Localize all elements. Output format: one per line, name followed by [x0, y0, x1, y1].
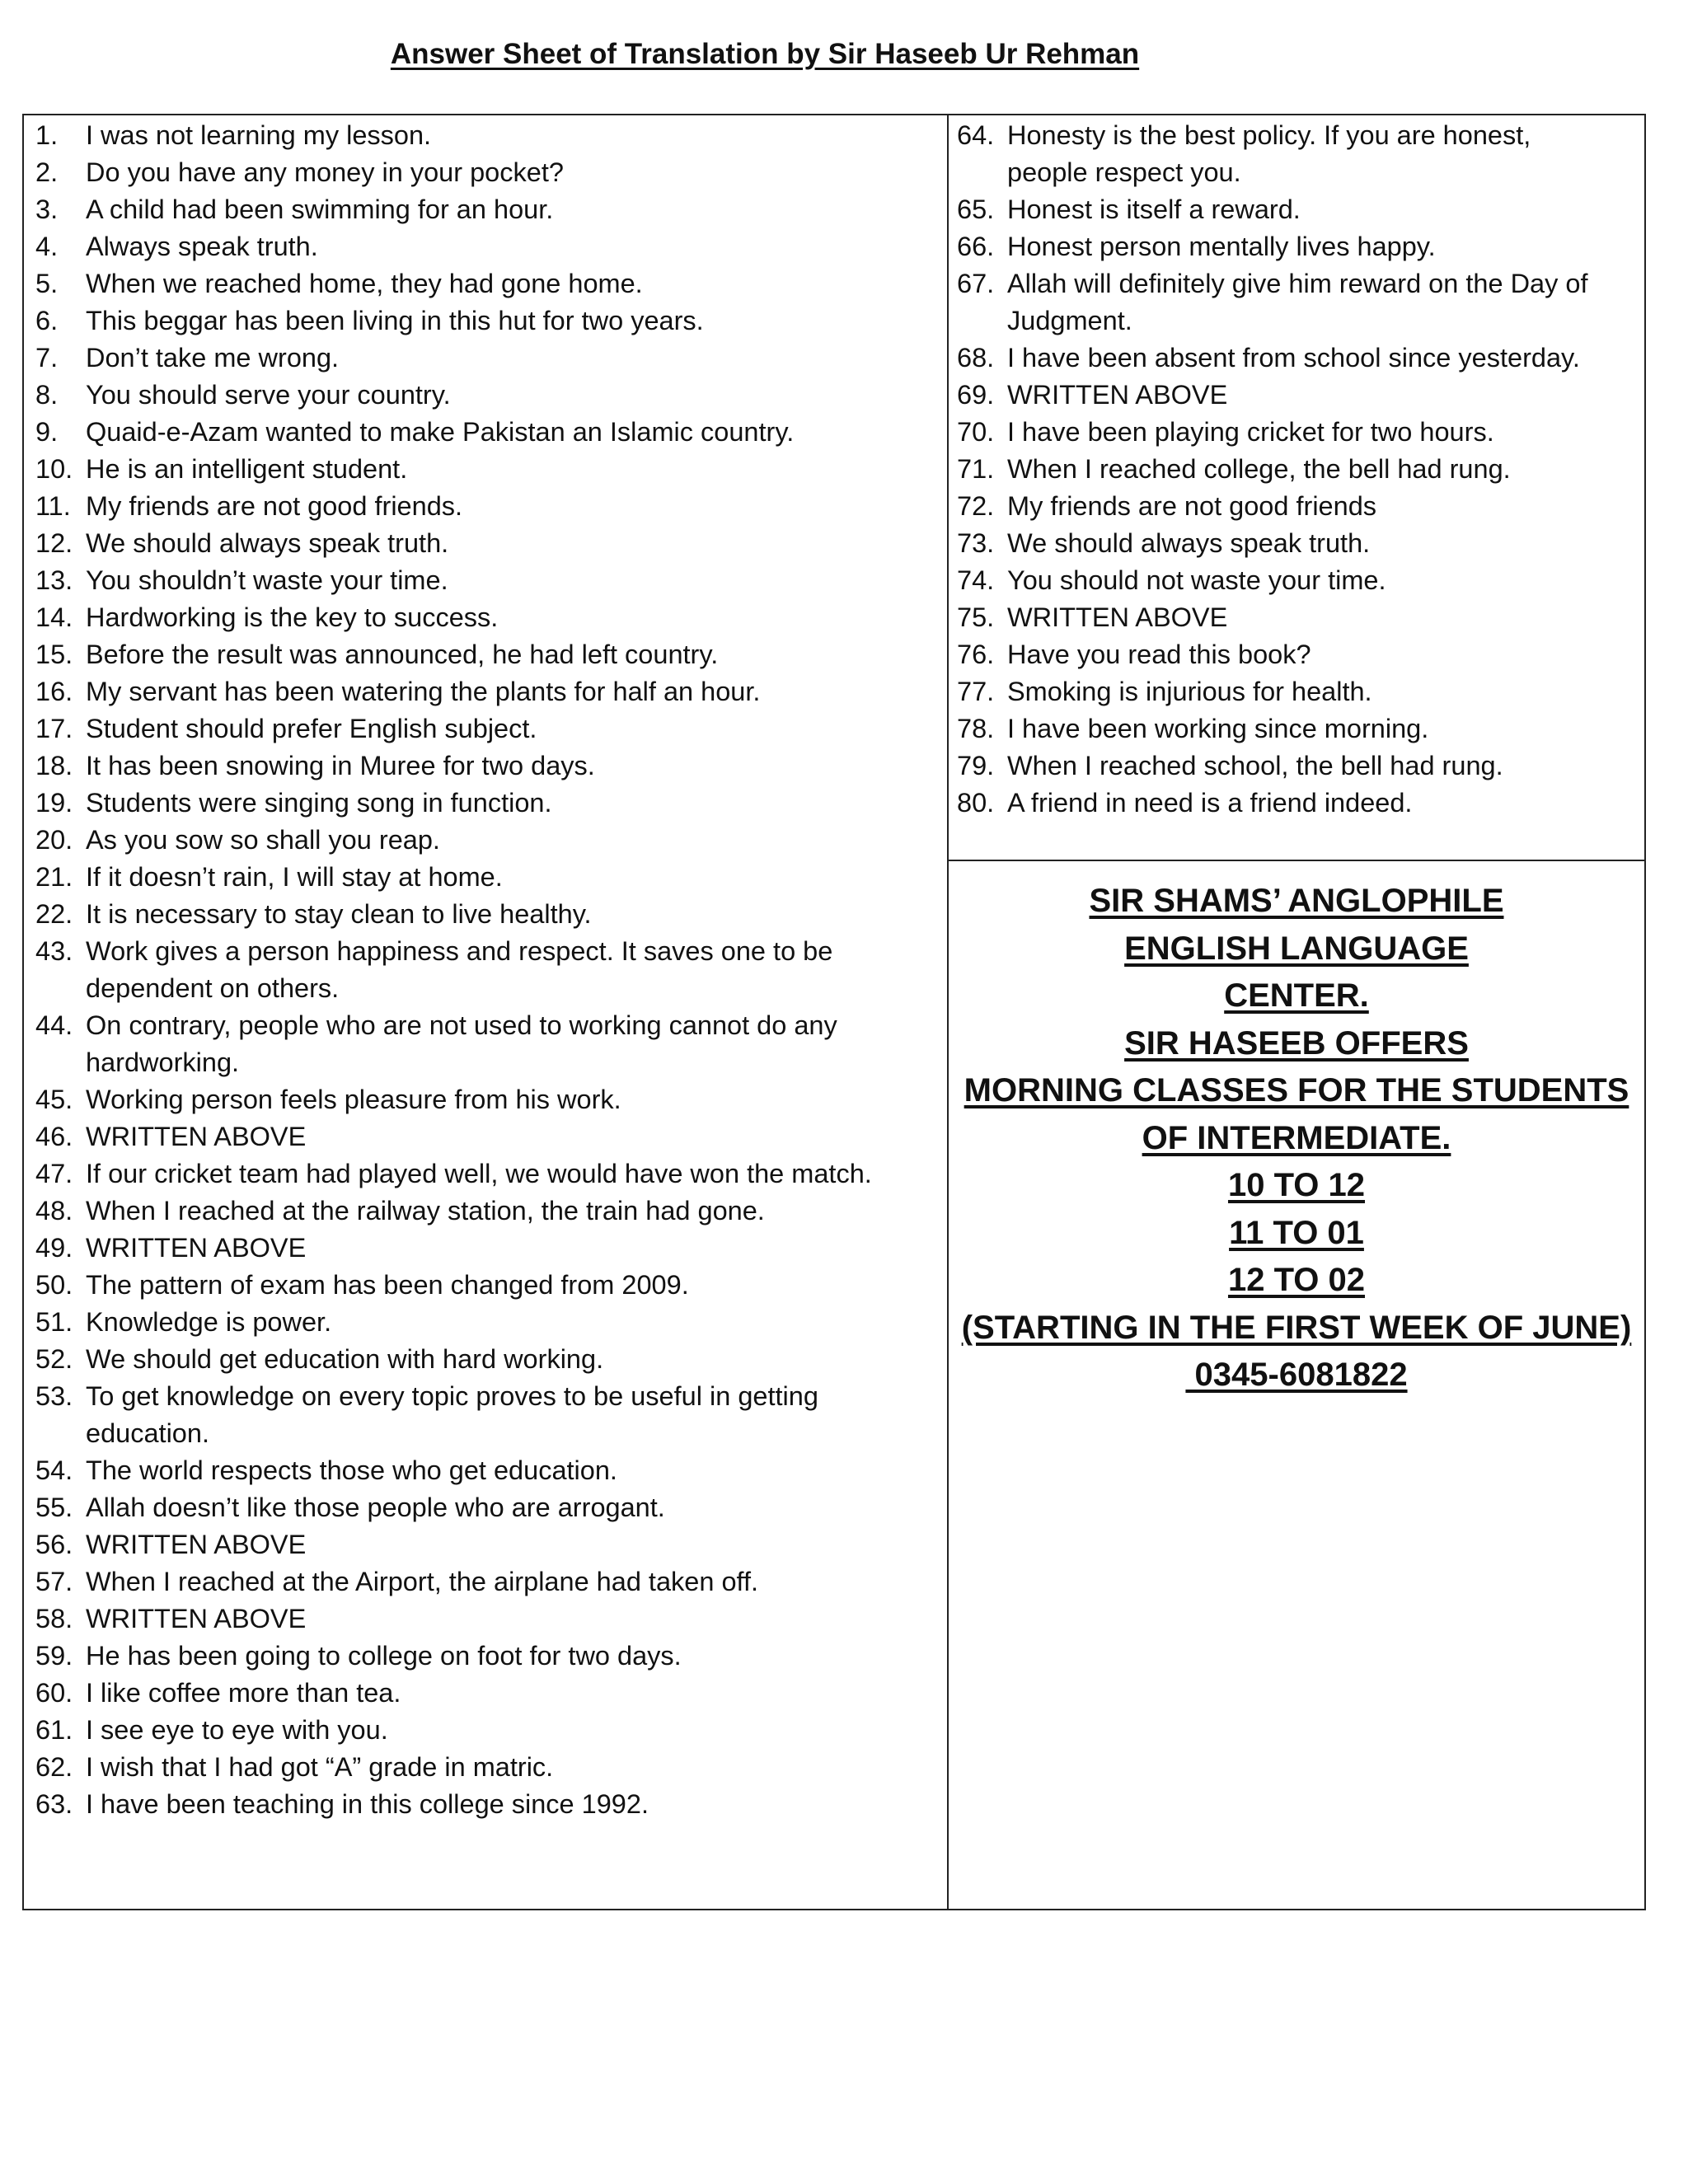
answer-text: It is necessary to stay clean to live healthy. — [86, 899, 592, 929]
answer-item — [35, 1712, 938, 1749]
answer-item — [957, 228, 1641, 265]
answer-number: 53. — [35, 1381, 73, 1411]
answer-item — [35, 748, 938, 785]
answer-item — [35, 1118, 938, 1155]
answer-text: My friends are not good friends. — [86, 491, 463, 521]
answer-text: I was not learning my lesson. — [86, 120, 432, 150]
promo-line: MORNING CLASSES FOR THE STUDENTS — [964, 1072, 1629, 1108]
answer-item — [957, 525, 1641, 562]
answer-item — [35, 562, 938, 599]
answer-text: If it doesn’t rain, I will stay at home. — [86, 862, 503, 892]
answer-item — [35, 154, 938, 191]
answer-text: To get knowledge on every topic proves to be useful in getting education. — [86, 1381, 818, 1448]
answer-text: Allah doesn’t like those people who are arrogant. — [86, 1493, 665, 1522]
answer-item — [35, 710, 938, 748]
answer-number: 79. — [957, 751, 995, 780]
answer-number: 7. — [35, 343, 59, 373]
answer-number: 59. — [35, 1641, 73, 1671]
answer-number: 68. — [957, 343, 995, 373]
answer-item — [35, 636, 938, 673]
answer-text: The world respects those who get education. — [86, 1455, 617, 1485]
answer-text: Honest person mentally lives happy. — [1007, 232, 1436, 261]
promo-line: 11 TO 01 — [1229, 1214, 1364, 1251]
answer-number: 63. — [35, 1789, 73, 1819]
answer-item — [35, 1489, 938, 1526]
answer-item — [957, 785, 1641, 822]
answer-item — [35, 191, 938, 228]
promo-line: SIR HASEEB OFFERS — [1124, 1024, 1469, 1062]
answer-table — [22, 114, 1646, 1910]
answer-text: He has been going to college on foot for two days. — [86, 1641, 682, 1671]
answer-number: 74. — [957, 565, 995, 595]
answer-number: 78. — [957, 714, 995, 743]
answer-item — [35, 1341, 938, 1378]
answer-number: 15. — [35, 640, 73, 669]
answer-number: 18. — [35, 751, 73, 780]
answer-text: When I reached school, the bell had rung. — [1007, 751, 1503, 780]
promo-line: SIR SHAMS’ ANGLOPHILE — [1089, 883, 1504, 919]
answer-item — [957, 414, 1641, 451]
answer-text: When I reached at the railway station, the train had gone. — [86, 1196, 765, 1226]
answer-number: 19. — [35, 788, 73, 818]
answer-item — [35, 265, 938, 302]
answer-number: 73. — [957, 528, 995, 558]
answer-item — [35, 1786, 938, 1823]
answer-text: When we reached home, they had gone home. — [86, 269, 643, 298]
answer-number: 54. — [35, 1455, 73, 1485]
answer-text: Honest is itself a reward. — [1007, 194, 1301, 224]
answer-text: I see eye to eye with you. — [86, 1715, 388, 1745]
answer-item — [957, 673, 1641, 710]
answer-text: WRITTEN ABOVE — [86, 1233, 307, 1263]
answer-item — [957, 636, 1641, 673]
answer-number: 62. — [35, 1752, 73, 1782]
answer-item — [35, 488, 938, 525]
answer-item — [957, 451, 1641, 488]
answer-number: 11. — [35, 491, 71, 521]
answer-number: 49. — [35, 1233, 73, 1263]
answer-text: WRITTEN ABOVE — [1007, 602, 1228, 632]
answer-item — [35, 525, 938, 562]
answer-text: We should always speak truth. — [1007, 528, 1371, 558]
answer-number: 13. — [35, 565, 73, 595]
answer-text: Honesty is the best policy. If you are honest, people respect you. — [1007, 120, 1531, 187]
answer-text: My servant has been watering the plants for half an hour. — [86, 677, 761, 706]
answer-item — [35, 896, 938, 933]
answer-item — [35, 1563, 938, 1601]
answer-item — [35, 1378, 938, 1452]
answer-number: 55. — [35, 1493, 73, 1522]
answer-number: 21. — [35, 862, 73, 892]
answer-number: 4. — [35, 232, 59, 261]
answer-number: 72. — [957, 491, 995, 521]
answer-item — [35, 1601, 938, 1638]
answer-number: 12. — [35, 528, 73, 558]
answer-item — [35, 1638, 938, 1675]
answer-item — [35, 1675, 938, 1712]
answer-number: 16. — [35, 677, 73, 706]
answer-item — [35, 1304, 938, 1341]
answer-item — [957, 599, 1641, 636]
answer-text: WRITTEN ABOVE — [86, 1122, 307, 1151]
answer-text: Knowledge is power. — [86, 1307, 332, 1337]
answer-number: 80. — [957, 788, 995, 818]
promo-line: (STARTING IN THE FIRST WEEK OF JUNE) — [961, 1309, 1632, 1346]
answer-text: Before the result was announced, he had left country. — [86, 640, 719, 669]
answer-item — [35, 1749, 938, 1786]
answer-item — [957, 265, 1641, 340]
answer-item — [35, 673, 938, 710]
answer-text: When I reached at the Airport, the airplane had taken off. — [86, 1567, 759, 1596]
answer-number: 58. — [35, 1604, 73, 1633]
answer-text: Don’t take me wrong. — [86, 343, 340, 373]
answer-text: A friend in need is a friend indeed. — [1007, 788, 1413, 818]
answer-text: Student should prefer English subject. — [86, 714, 537, 743]
answer-number: 56. — [35, 1530, 73, 1559]
answer-item — [35, 117, 938, 154]
answer-number: 14. — [35, 602, 73, 632]
answer-item — [35, 340, 938, 377]
answer-number: 2. — [35, 157, 59, 187]
answer-text: Smoking is injurious for health. — [1007, 677, 1372, 706]
promo-line: OF INTERMEDIATE. — [1142, 1119, 1451, 1156]
answer-number: 44. — [35, 1010, 73, 1040]
answer-number: 76. — [957, 640, 995, 669]
answer-item — [35, 1007, 938, 1081]
answer-text: We should get education with hard working. — [86, 1344, 604, 1374]
promo-line: 10 TO 12 — [1227, 1167, 1366, 1203]
answer-text: If our cricket team had played well, we would have won the match. — [86, 1159, 872, 1188]
answer-text: I have been absent from school since yesterday. — [1007, 343, 1580, 373]
answer-text: You should not waste your time. — [1007, 565, 1386, 595]
answer-item — [35, 377, 938, 414]
answer-number: 47. — [35, 1159, 73, 1188]
answer-text: I have been playing cricket for two hours. — [1007, 417, 1494, 447]
promo-line: ENGLISH LANGUAGE — [1124, 930, 1469, 967]
page-title: Answer Sheet of Translation by Sir Haseeb Ur Rehman — [390, 38, 1140, 70]
answer-item — [35, 1452, 938, 1489]
answer-item — [957, 117, 1641, 191]
answer-item — [957, 488, 1641, 525]
answer-number: 61. — [35, 1715, 73, 1745]
answer-number: 9. — [35, 417, 59, 447]
answer-number: 10. — [35, 454, 73, 484]
answer-number: 57. — [35, 1567, 73, 1596]
answer-number: 3. — [35, 194, 59, 224]
answer-item — [35, 859, 938, 896]
answer-text: Quaid-e-Azam wanted to make Pakistan an Islamic country. — [86, 417, 795, 447]
answer-text: You should serve your country. — [86, 380, 451, 410]
answer-text: WRITTEN ABOVE — [86, 1604, 307, 1633]
answer-item — [957, 562, 1641, 599]
answer-item — [35, 785, 938, 822]
answer-number: 65. — [957, 194, 995, 224]
answer-text: Allah will definitely give him reward on the Day of Judgment. — [1007, 269, 1588, 335]
answer-number: 1. — [35, 120, 59, 150]
answer-number: 5. — [35, 269, 59, 298]
answer-number: 51. — [35, 1307, 73, 1337]
answer-item — [35, 1081, 938, 1118]
answer-text: It has been snowing in Muree for two days. — [86, 751, 595, 780]
answer-text: I wish that I had got “A” grade in matric. — [86, 1752, 554, 1782]
answer-item — [35, 933, 938, 1007]
answers-left-column — [35, 117, 938, 1823]
answer-number: 69. — [957, 380, 995, 410]
answer-item — [35, 1193, 938, 1230]
answer-item — [957, 340, 1641, 377]
answers-right-column — [957, 117, 1641, 822]
answer-text: WRITTEN ABOVE — [86, 1530, 307, 1559]
answer-text: I like coffee more than tea. — [86, 1678, 401, 1708]
answer-text: Working person feels pleasure from his work. — [86, 1085, 621, 1114]
answer-item — [35, 302, 938, 340]
answer-text: This beggar has been living in this hut for two years. — [86, 306, 704, 335]
answer-text: Do you have any money in your pocket? — [86, 157, 564, 187]
answer-text: On contrary, people who are not used to working cannot do any hardworking. — [86, 1010, 837, 1077]
answer-item — [957, 748, 1641, 785]
answer-text: When I reached college, the bell had rung. — [1007, 454, 1511, 484]
answer-item — [35, 599, 938, 636]
answer-number: 70. — [957, 417, 995, 447]
answer-number: 66. — [957, 232, 995, 261]
answer-text: We should always speak truth. — [86, 528, 449, 558]
answer-text: Have you read this book? — [1007, 640, 1311, 669]
answer-text: I have been working since morning. — [1007, 714, 1429, 743]
answer-text: My friends are not good friends — [1007, 491, 1377, 521]
answer-item — [35, 1230, 938, 1267]
answer-text: Hardworking is the key to success. — [86, 602, 499, 632]
answer-number: 48. — [35, 1196, 73, 1226]
answer-number: 64. — [957, 120, 995, 150]
answer-number: 17. — [35, 714, 73, 743]
answer-item — [35, 1526, 938, 1563]
answer-text: A child had been swimming for an hour. — [86, 194, 554, 224]
promo-line: CENTER. — [1224, 977, 1369, 1014]
answer-item — [957, 191, 1641, 228]
answer-item — [35, 1155, 938, 1193]
answer-item — [957, 710, 1641, 748]
answer-text: He is an intelligent student. — [86, 454, 408, 484]
answer-number: 6. — [35, 306, 59, 335]
answer-item — [957, 377, 1641, 414]
answer-number: 20. — [35, 825, 73, 855]
answer-item — [35, 228, 938, 265]
answer-number: 43. — [35, 936, 73, 966]
answer-number: 60. — [35, 1678, 73, 1708]
answer-number: 50. — [35, 1270, 73, 1300]
answer-number: 75. — [957, 602, 995, 632]
answer-text: The pattern of exam has been changed from 2009. — [86, 1270, 689, 1300]
answer-number: 22. — [35, 899, 73, 929]
answer-text: Students were singing song in function. — [86, 788, 552, 818]
answer-text: You shouldn’t waste your time. — [86, 565, 448, 595]
answer-text: Work gives a person happiness and respect. It saves one to be dependent on others. — [86, 936, 833, 1003]
answer-number: 8. — [35, 380, 59, 410]
promo-line: 12 TO 02 — [1227, 1262, 1366, 1298]
answer-item — [35, 822, 938, 859]
answer-item — [35, 1267, 938, 1304]
answer-item — [35, 451, 938, 488]
answer-number: 67. — [957, 269, 995, 298]
answer-number: 46. — [35, 1122, 73, 1151]
answer-text: As you sow so shall you reap. — [86, 825, 440, 855]
answer-number: 71. — [957, 454, 995, 484]
answer-number: 77. — [957, 677, 995, 706]
promo-line: 0345-6081822 — [1185, 1357, 1408, 1393]
promo-box — [949, 861, 1644, 1399]
answer-item — [35, 414, 938, 451]
answer-text: Always speak truth. — [86, 232, 318, 261]
answer-text: WRITTEN ABOVE — [1007, 380, 1228, 410]
answer-number: 45. — [35, 1085, 73, 1114]
answer-text: I have been teaching in this college since 1992. — [86, 1789, 649, 1819]
answer-number: 52. — [35, 1344, 73, 1374]
